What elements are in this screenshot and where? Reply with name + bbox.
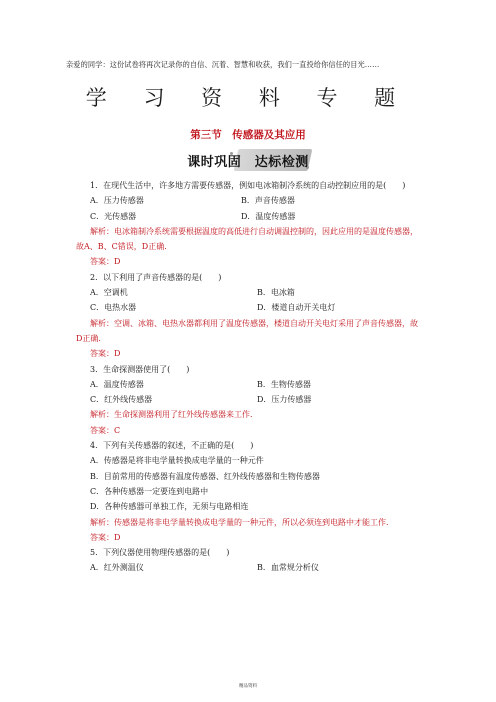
- answer-text: 答案：D: [90, 257, 121, 267]
- analysis-text: 解析：空调、冰箱、电热水器都利用了温度传感器，楼道自动开关电灯采用了声音传感器，故D正确．: [76, 318, 418, 343]
- option: B．生物传感器: [257, 379, 311, 389]
- section-title: 第三节 传感器及其应用: [190, 129, 306, 141]
- option: B．电冰箱: [257, 288, 295, 298]
- question-stem: 5．下列仪器使用物理传感器的是( ): [90, 548, 230, 558]
- option-row: [76, 300, 424, 315]
- option: A．温度传感器: [90, 379, 144, 389]
- analysis-text: 解析：生命探测器利用了红外线传感器来工作．: [90, 410, 258, 420]
- option: C．红外线传感器: [90, 395, 153, 405]
- banner-text: 课时巩固 达标检测: [187, 155, 309, 170]
- question-stem: 4．下列有关传感器的叙述，不正确的是( ): [90, 441, 254, 451]
- option: C．光传感器: [90, 211, 137, 221]
- question-stem: 1．在现代生活中，许多地方需要传感器，例如电冰箱制冷系统的自动控制应用的是( ): [90, 181, 406, 190]
- analysis-text: 解析：传感器是将非电学量转换成电学量的一种元件，所以必须连到电路中才能工作．: [90, 517, 394, 527]
- option-row: [76, 377, 424, 392]
- option: A．压力传感器: [90, 196, 144, 206]
- option: C．各种传感器一定要连到电路中: [90, 486, 209, 496]
- page-footer: 精品资料: [239, 684, 257, 689]
- option: D．压力传感器: [257, 395, 312, 405]
- option: B．血常规分析仪: [257, 563, 319, 573]
- option: A．传感器是将非电学量转换成电学量的一种元件: [90, 456, 264, 466]
- question-stem: 2．以下利用了声音传感器的是( ): [90, 272, 222, 282]
- question-list: [76, 178, 424, 576]
- option: D．楼道自动开关电灯: [257, 303, 336, 313]
- greeting-line: 亲爱的同学：这份试卷将再次记录你的自信、沉着、智慧和收获，我们一直投给你信任的目光……: [66, 60, 380, 69]
- option: D．温度传感器: [241, 211, 296, 221]
- option-row: [76, 209, 424, 224]
- option: B．声音传感器: [241, 196, 295, 206]
- option: B．目前常用的传感器有温度传感器、红外线传感器和生物传感器: [90, 471, 320, 481]
- question-stem: 3．生命探测器使用了( ): [90, 364, 190, 374]
- option: A．红外测温仪: [90, 563, 144, 573]
- answer-text: 答案：C: [90, 425, 121, 435]
- section-banner: [184, 149, 312, 173]
- answer-text: 答案：D: [90, 349, 121, 359]
- option-row: [76, 193, 424, 208]
- main-title: 学 习 资 料 专 题: [85, 86, 411, 110]
- option: C．电热水器: [90, 303, 137, 313]
- option-row: [76, 392, 424, 407]
- option: A．空调机: [90, 288, 128, 298]
- analysis-text: 解析：电冰箱制冷系统需要根据温度的高低进行自动调温控制的，因此应用的是温度传感器，故A、B、C错误，D正确．: [76, 226, 418, 252]
- answer-text: 答案：D: [90, 532, 121, 542]
- option-row: [76, 285, 424, 300]
- option-row: [76, 560, 424, 575]
- option: D．各种传感器可单独工作，无须与电路相连: [90, 502, 249, 512]
